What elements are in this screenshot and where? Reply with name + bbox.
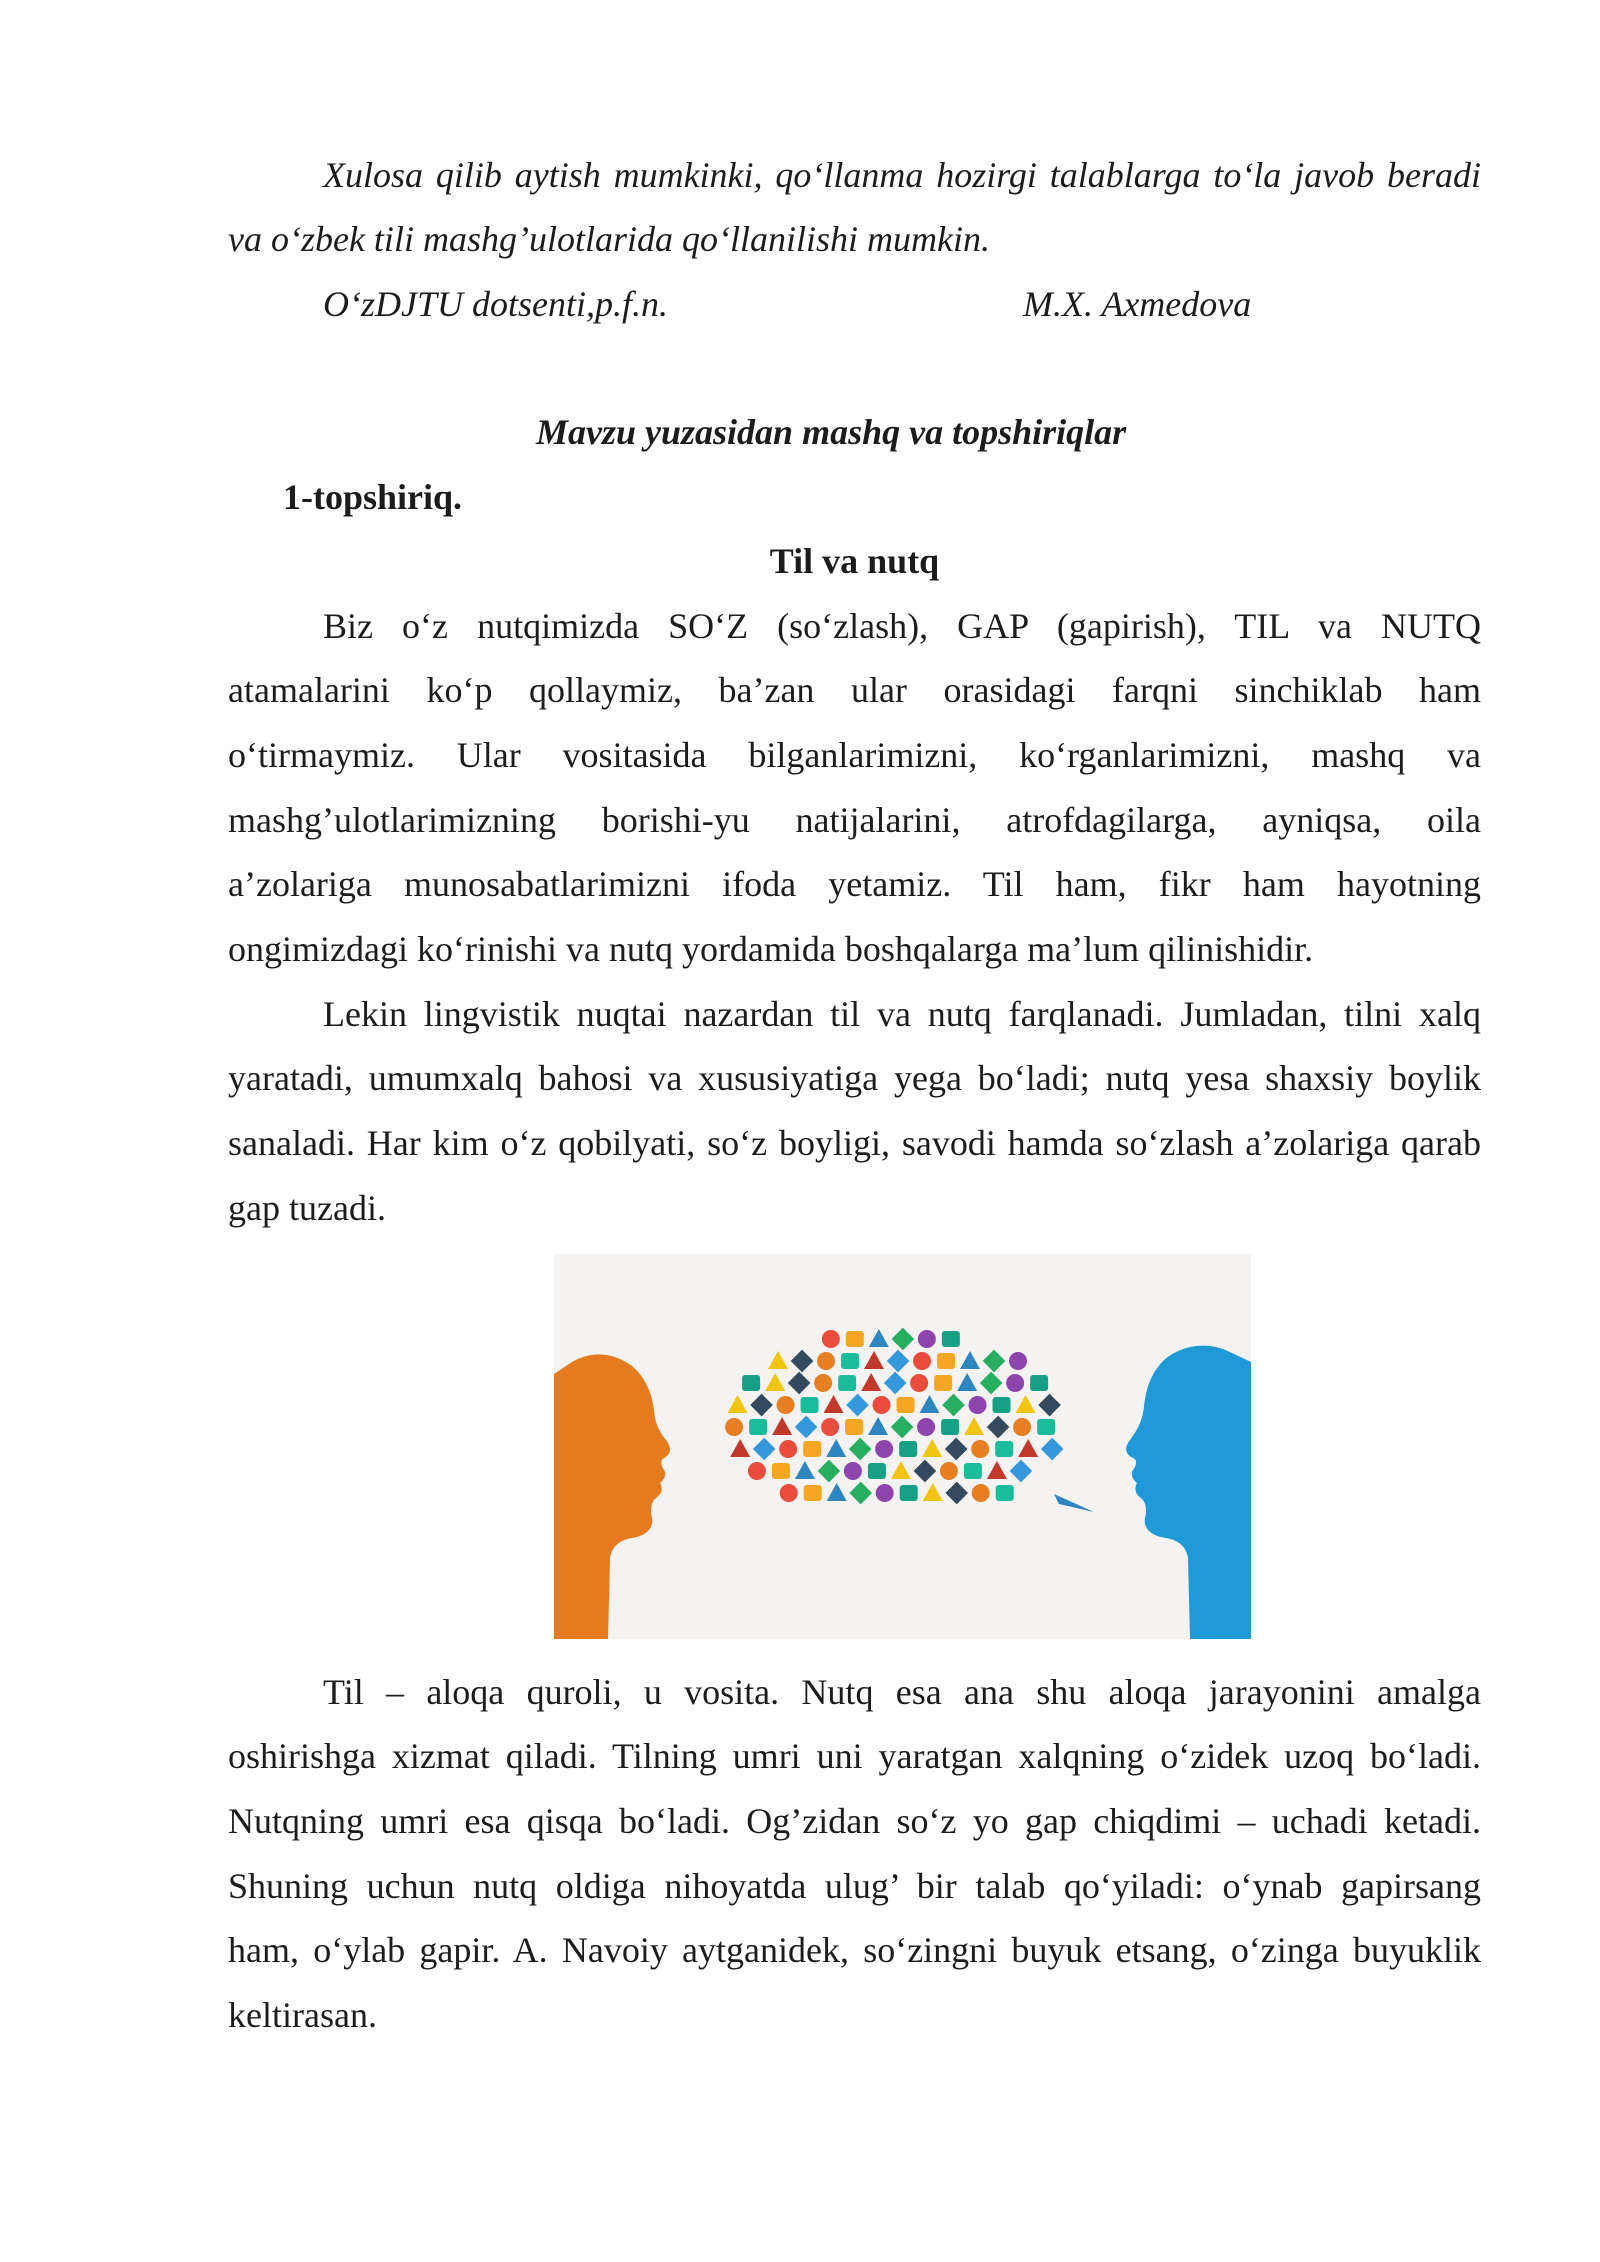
illustration-svg [554, 1254, 1251, 1639]
bubble-icon [972, 1484, 990, 1502]
bubble-icon [934, 1375, 952, 1391]
bubble-icon [969, 1396, 987, 1414]
paragraph3-line: oshirishga xizmat qiladi. Tilning umri uni yaratgan xalqning o‘zidek uzoq bo‘ladi. [228, 1736, 1481, 1776]
bubble-icon [996, 1485, 1014, 1501]
bubble-icon [817, 1352, 835, 1370]
bubble-icon [913, 1352, 931, 1370]
paragraph3-line: Til – aloqa quroli, u vosita. Nutq esa ana shu aloqa jarayonini amalga [323, 1672, 1481, 1712]
bubble-icon [822, 1330, 840, 1348]
paragraph1-line: Biz o‘z nutqimizda SO‘Z (so‘zlash), GAP (gapirish), TIL va NUTQ [323, 606, 1481, 646]
bubble-icon [964, 1463, 982, 1479]
paragraph1-line: atamalarini ko‘p qollaymiz, ba’zan ular orasidagi farqni sinchiklab ham [228, 670, 1481, 710]
bubble-icon [742, 1375, 760, 1391]
bubble-icon [910, 1374, 928, 1392]
bubble-icon [725, 1418, 743, 1436]
bubble-icon [821, 1418, 839, 1436]
conclusion-line-1: Xulosa qilib aytish mumkinki, qo‘llanma hozirgi talablarga to‘la javob beradi [323, 155, 1481, 195]
paragraph1-line: ongimizdagi ko‘rinishi va nutq yordamida boshqalarga ma’lum qilinishidir. [228, 929, 1314, 969]
paragraph3-line: Nutqning umri esa qisqa bo‘ladi. Og’zidan so‘z yo gap chiqdimi – uchadi ketadi. [228, 1801, 1481, 1841]
bubble-icon [995, 1441, 1013, 1457]
paragraph2-line: gap tuzadi. [228, 1188, 386, 1228]
communication-illustration [554, 1254, 1251, 1639]
bubble-icon [940, 1462, 958, 1480]
paragraph2-line: Lekin lingvistik nuqtai nazardan til va nutq farqlanadi. Jumladan, tilni xalq [323, 994, 1481, 1034]
bubble-icon [876, 1484, 894, 1502]
bubble-icon [804, 1485, 822, 1501]
bubble-icon [777, 1396, 795, 1414]
section-title: Mavzu yuzasidan mashq va topshiriqlar [536, 412, 1127, 452]
paragraph3-line: keltirasan. [228, 1995, 377, 2035]
bubble-icon [838, 1375, 856, 1391]
bubble-icon [873, 1396, 891, 1414]
bubble-icon [845, 1419, 863, 1435]
bubble-icon [918, 1330, 936, 1348]
paragraph1-line: o‘tirmaymiz. Ular vositasida bilganlarimizni, ko‘rganlarimizni, mashq va [228, 735, 1481, 775]
bubble-icon [814, 1374, 832, 1392]
bubble-icon [749, 1419, 767, 1435]
bubble-icon [803, 1441, 821, 1457]
paragraph1-line: a’zolariga munosabatlarimizni ifoda yetamiz. Til ham, fikr ham hayotning [228, 864, 1481, 904]
task-label: 1-topshiriq. [283, 477, 463, 517]
bubble-icon [779, 1440, 797, 1458]
bubble-icon [1009, 1352, 1027, 1370]
bubble-icon [1013, 1418, 1031, 1436]
bubble-icon [1006, 1374, 1024, 1392]
task-title: Til va nutq [769, 541, 940, 581]
reviewer-name: M.X. Axmedova [1023, 284, 1252, 324]
bubble-icon [868, 1463, 886, 1479]
bubble-icon [971, 1440, 989, 1458]
bubble-icon [917, 1418, 935, 1436]
paragraph3-line: ham, o‘ylab gapir. A. Navoiy aytganidek, so‘zingni buyuk etsang, o‘zinga buyuklik [228, 1930, 1481, 1970]
bubble-icon [937, 1353, 955, 1369]
bubble-icon [1037, 1419, 1055, 1435]
bubble-icon [841, 1353, 859, 1369]
paragraph2-line: sanaladi. Har kim o‘z qobilyati, so‘z boyligi, savodi hamda so‘zlash a’zolariga qarab [228, 1123, 1481, 1163]
bubble-icon [942, 1331, 960, 1347]
bubble-icon [844, 1462, 862, 1480]
bubble-icon [897, 1397, 915, 1413]
bubble-icon [1030, 1375, 1048, 1391]
bubble-icon [900, 1485, 918, 1501]
paragraph3-line: Shuning uchun nutq oldiga nihoyatda ulug’ bir talab qo‘yiladi: o‘ynab gapirsang [228, 1866, 1481, 1906]
bubble-icon [993, 1397, 1011, 1413]
bubble-icon [748, 1462, 766, 1480]
paragraph2-line: yaratadi, umumxalq bahosi va xususiyatiga yega bo‘ladi; nutq yesa shaxsiy boylik [228, 1058, 1481, 1098]
bubble-icon [941, 1419, 959, 1435]
reviewer-affiliation: O‘zDJTU dotsenti,p.f.n. [323, 284, 668, 324]
bubble-icon [899, 1441, 917, 1457]
paragraph1-line: mashg’ulotlarimizning borishi-yu natijalarini, atrofdagilarga, ayniqsa, oila [228, 800, 1481, 840]
bubble-icon [801, 1397, 819, 1413]
bubble-icon [772, 1463, 790, 1479]
conclusion-line-2: va o‘zbek tili mashg’ulotlarida qo‘llanilishi mumkin. [228, 219, 990, 259]
bubble-icon [846, 1331, 864, 1347]
bubble-icon [780, 1484, 798, 1502]
bubble-icon [875, 1440, 893, 1458]
